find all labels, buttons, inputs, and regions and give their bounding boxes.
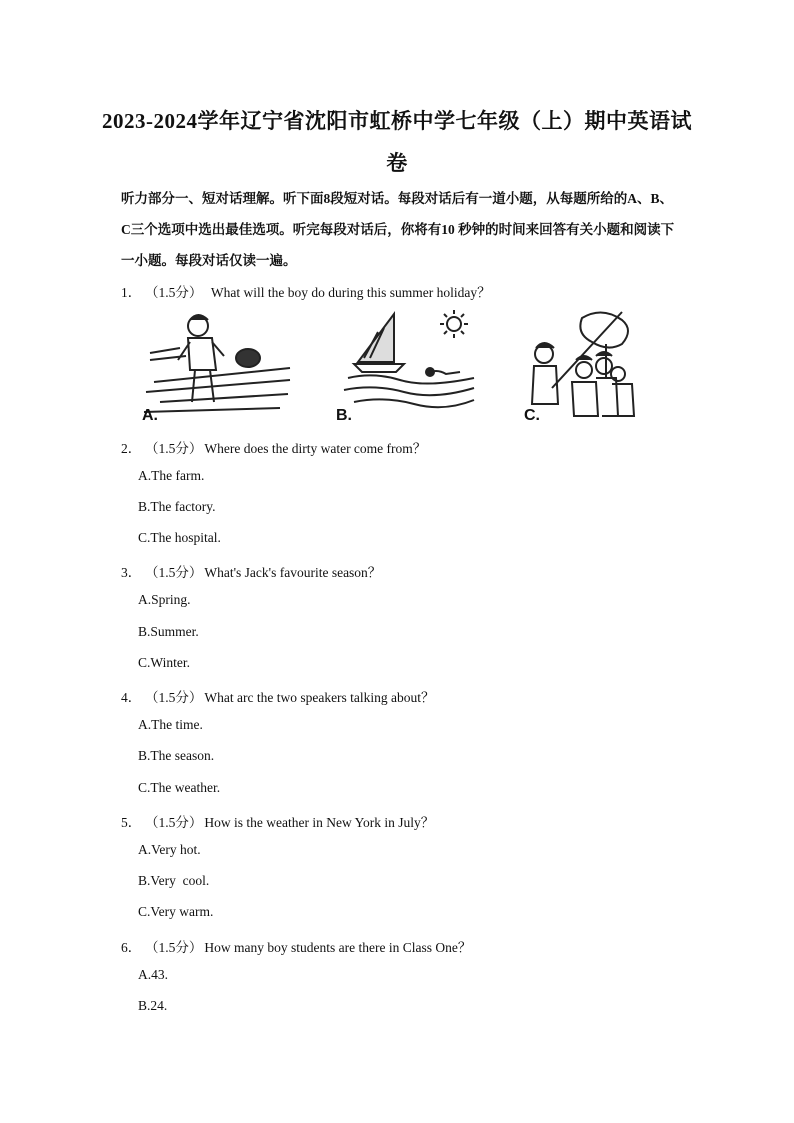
- question-score: （1.5分）: [145, 690, 203, 705]
- picture-option-c: [522, 308, 640, 423]
- question-text: What's Jack's favourite season？: [204, 565, 382, 580]
- option-c: C.The hospital.: [138, 530, 221, 545]
- option-b: B.24.: [138, 998, 168, 1013]
- question-2: [121, 437, 426, 457]
- question-4: [121, 686, 435, 706]
- option-a: A.The farm.: [138, 468, 205, 483]
- option-c: C.Very warm.: [138, 904, 214, 919]
- option-a: A.43.: [138, 967, 168, 982]
- question-number: 1．: [121, 285, 142, 300]
- question-score: （1.5分）: [145, 565, 203, 580]
- question-score: （1.5分）: [145, 441, 203, 456]
- option-a: A.The time.: [138, 717, 203, 732]
- question-number: 4．: [121, 690, 142, 705]
- question-text: Where does the dirty water come from？: [204, 441, 427, 456]
- option-b: B.The factory.: [138, 499, 216, 514]
- question-number: 3．: [121, 565, 142, 580]
- question-text: What will the boy do during this summer holiday？: [204, 285, 491, 300]
- picture-option-a: [140, 308, 295, 423]
- option-b: B.Very cool.: [138, 873, 210, 888]
- question-1: [121, 281, 491, 301]
- option-a: A.Very hot.: [138, 842, 201, 857]
- question-5: [121, 811, 434, 831]
- question-text: How many boy students are there in Class One？: [204, 940, 472, 955]
- option-c: C.Winter.: [138, 655, 190, 670]
- page-title: 2023-2024学年辽宁省沈阳市虹桥中学七年级（上）期中英语试卷: [102, 109, 692, 175]
- question-text: What arc the two speakers talking about？: [204, 690, 435, 705]
- option-c: C.The weather.: [138, 780, 221, 795]
- question-score: （1.5分）: [145, 815, 203, 830]
- question-number: 2．: [121, 441, 142, 456]
- option-b: B.The season.: [138, 748, 215, 763]
- section-instructions: 听力部分一、短对话理解。听下面8段短对话。每段对话后有一道小题，从每题所给的A、B、C三个选项中选出最佳选项。听完每段对话后，你将有10 秒钟的时间来回答有关小题和阅读下一小题。每段对话仅读一遍。: [121, 191, 675, 268]
- sailboat-swimmer-illustration: [334, 308, 482, 423]
- question-number: 6．: [121, 940, 142, 955]
- question-score: （1.5分）: [145, 285, 203, 300]
- question-number: 5．: [121, 815, 142, 830]
- question-3: [121, 561, 381, 581]
- group-of-kids-illustration: [522, 308, 640, 423]
- picture-option-b: [334, 308, 482, 423]
- option-b: B.Summer.: [138, 624, 199, 639]
- question-text: How is the weather in New York in July？: [204, 815, 435, 830]
- picture-label-a: A.: [142, 407, 158, 423]
- picture-label-c: C.: [524, 407, 540, 423]
- option-a: A.Spring.: [138, 592, 191, 607]
- question-6: [121, 936, 471, 956]
- picture-label-b: B.: [336, 407, 352, 423]
- question-score: （1.5分）: [145, 940, 203, 955]
- boy-fishing-illustration: [140, 308, 295, 423]
